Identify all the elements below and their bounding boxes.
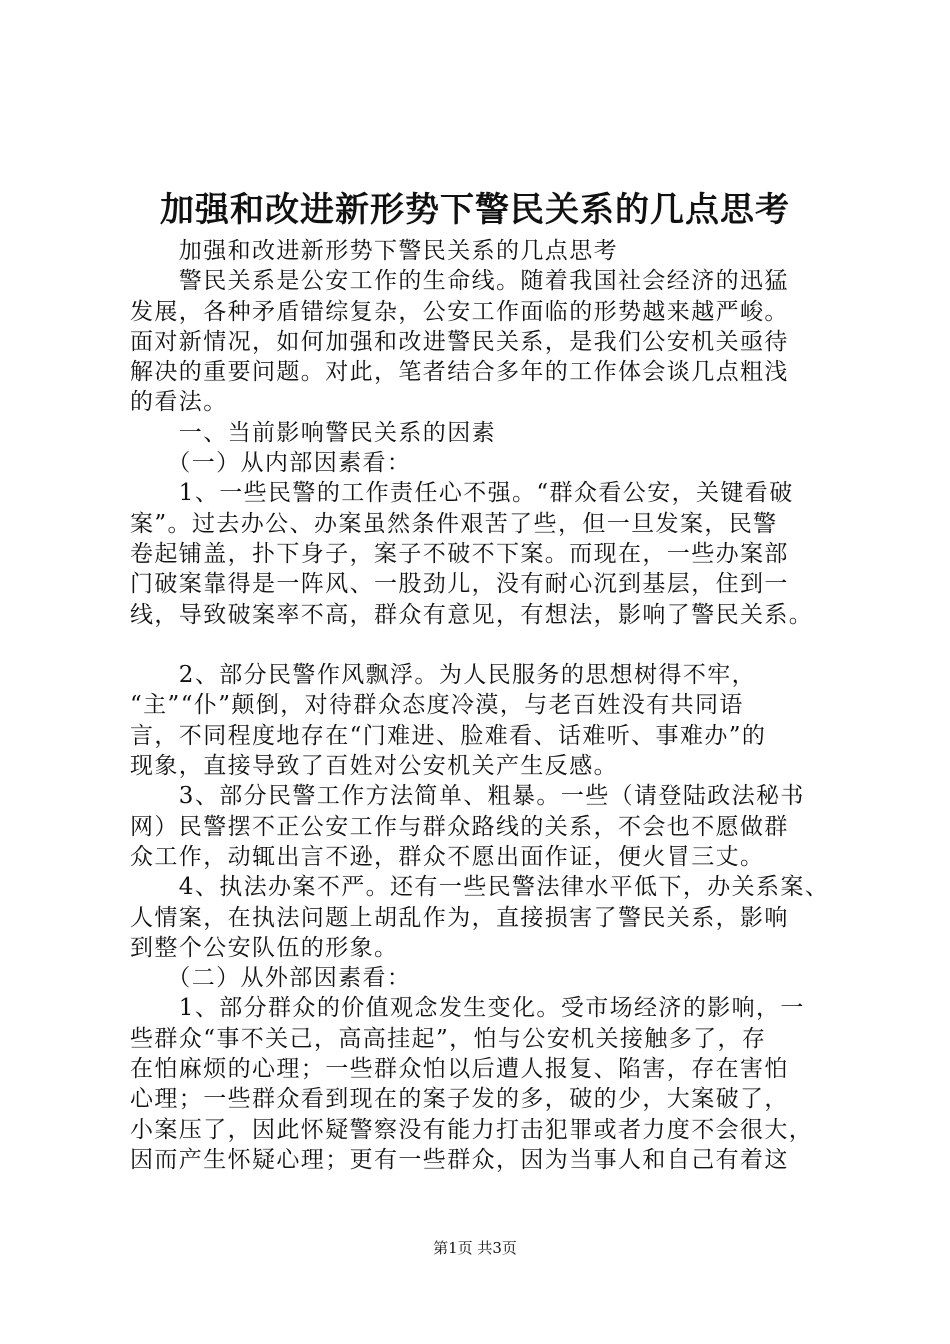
blank-line [130, 630, 830, 660]
text-line: 加强和改进新形势下警民关系的几点思考 [130, 238, 618, 264]
text-line: 心理；一些群众看到现在的案子发的多，破的少，大案破了， [130, 1086, 789, 1113]
text-line: 案”。过去办公、办案虽然条件艰苦了些，但一旦发案，民警 [130, 510, 778, 537]
text-line: 4、执法办案不严。还有一些民警法律水平低下，办关系案、 [130, 874, 830, 901]
text-line: 门破案靠得是一阵风、一股劲儿，没有耐心沉到基层，住到一 [130, 571, 789, 598]
text-line: 发展，各种矛盾错综复杂，公安工作面临的形势越来越严峻。 [130, 298, 789, 325]
page-footer: 第1页 共3页 [433, 1239, 517, 1257]
text-line: （二）从外部因素看： [130, 965, 412, 992]
text-line: 3、部分民警工作方法简单、粗暴。一些（请登陆政法秘书 [130, 783, 805, 810]
text-line: 1、部分群众的价值观念发生变化。受市场经济的影响，一 [130, 995, 805, 1022]
text-line: 在怕麻烦的心理；一些群众怕以后遭人报复、陷害，存在害怕 [130, 1056, 789, 1083]
text-line: 人情案，在执法问题上胡乱作为，直接损害了警民关系，影响 [130, 904, 789, 931]
text-line: 些群众“事不关己，高高挂起”，怕与公安机关接触多了，存 [130, 1025, 767, 1052]
text-line: 因而产生怀疑心理；更有一些群众，因为当事人和自己有着这 [130, 1146, 789, 1173]
text-line: “主”“仆”颠倒，对待群众态度冷漠，与老百姓没有共同语 [130, 692, 744, 719]
text-line: 网）民警摆不正公安工作与群众路线的关系，不会也不愿做群 [130, 813, 789, 840]
text-line: （一）从内部因素看： [130, 450, 412, 477]
text-line: 解决的重要问题。对此，笔者结合多年的工作体会谈几点粗浅 [130, 359, 789, 386]
text-line: 2、部分民警作风飘浮。为人民服务的思想树得不牢， [130, 662, 757, 689]
text-line: 1、一些民警的工作责任心不强。“群众看公安，关键看破 [130, 480, 794, 507]
text-line: 的看法。 [130, 389, 228, 416]
text-line: 现象，直接导致了百姓对公安机关产生反感。 [130, 753, 618, 780]
document-body [130, 236, 830, 1175]
text-line: 小案压了，因此怀疑警察没有能力打击犯罪或者力度不会很大， [130, 1116, 814, 1143]
text-line: 卷起铺盖，扑下身子，案子不破不下案。而现在，一些办案部 [130, 540, 789, 567]
text-line: 言，不同程度地存在“门难进、脸难看、话难听、事难办”的 [130, 722, 767, 749]
text-line: 警民关系是公安工作的生命线。随着我国社会经济的迅猛 [130, 268, 789, 295]
text-line: 到整个公安队伍的形象。 [130, 934, 399, 961]
text-line: 一、当前影响警民关系的因素 [130, 419, 496, 446]
document-title: 加强和改进新形势下警民关系的几点思考 [160, 190, 790, 230]
text-line: 众工作，动辄出言不逊，群众不愿出面作证，便火冒三丈。 [130, 843, 765, 870]
text-line: 面对新情况，如何加强和改进警民关系，是我们公安机关亟待 [130, 328, 789, 355]
text-line: 线，导致破案率不高，群众有意见，有想法，影响了警民关系。 [130, 601, 814, 628]
